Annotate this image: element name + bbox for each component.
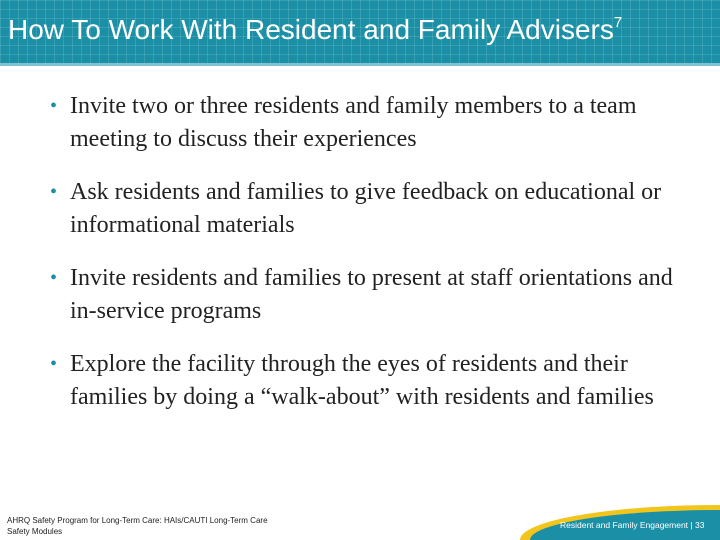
bullet-icon: • (50, 353, 58, 375)
bullet-icon: • (50, 267, 58, 289)
title-text: How To Work With Resident and Family Advisers (8, 14, 614, 45)
bullet-icon: • (50, 181, 58, 203)
bullet-list (50, 90, 690, 434)
slide-title (8, 14, 720, 46)
title-footnote: 7 (613, 13, 623, 31)
footer-source: AHRQ Safety Program for Long-Term Care: HAIs/CAUTI Long-Term Care Safety Modules (7, 516, 268, 536)
bullet-icon: • (50, 95, 58, 117)
header-divider (0, 63, 720, 66)
bullet-text: Ask residents and families to give feedback on educational or informational materials (70, 179, 662, 238)
bullet-text: Invite two or three residents and family members to a team meeting to discuss their experiences (70, 93, 637, 152)
bullet-text: Invite residents and families to present at staff orientations and in-service programs (70, 265, 673, 324)
list-item (50, 90, 690, 156)
list-item (50, 176, 690, 242)
footer-page-label: Resident and Family Engagement | 33 (560, 520, 705, 530)
list-item (50, 348, 690, 414)
list-item (50, 262, 690, 328)
bullet-text: Explore the facility through the eyes of residents and their families by doing a “walk-about” with residents and families (70, 351, 654, 410)
